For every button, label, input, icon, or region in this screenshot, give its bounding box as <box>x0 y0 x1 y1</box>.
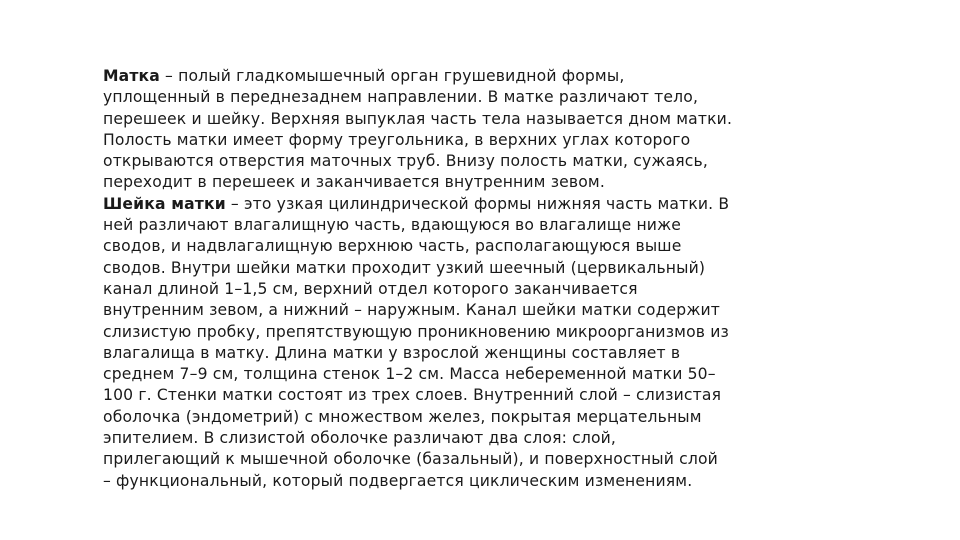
line-text: 100 г. Стенки матки состоят из трех слоев. Внутренний слой – слизистая <box>103 386 722 405</box>
line-text: эпителием. В слизистой оболочке различают два слоя: слой, <box>103 429 617 448</box>
text-line <box>103 428 823 449</box>
line-text: внутренним зевом, а нижний – наружным. Канал шейки матки содержит <box>103 301 721 320</box>
line-text: сводов, и надвлагалищную верхнюю часть, располагающуюся выше <box>103 237 682 256</box>
text-line <box>103 322 823 343</box>
text-line <box>103 279 823 300</box>
text-line <box>103 130 823 151</box>
text-line <box>103 343 823 364</box>
text-line <box>103 87 823 108</box>
line-text: прилегающий к мышечной оболочке (базальный), и поверхностный слой <box>103 450 718 469</box>
text-line <box>103 258 823 279</box>
line-text: уплощенный в переднезаднем направлении. В матке различают тело, <box>103 88 699 107</box>
line-text: – это узкая цилиндрической формы нижняя часть матки. В <box>225 194 730 213</box>
line-text: – функциональный, который подвергается циклическим изменениям. <box>103 471 693 490</box>
text-line <box>103 66 823 87</box>
body-text <box>103 66 823 492</box>
text-line <box>103 407 823 428</box>
line-text: перешеек и шейку. Верхняя выпуклая часть тела называется дном матки. <box>103 109 733 128</box>
line-text: Полость матки имеет форму треугольника, в верхних углах которого <box>103 130 691 149</box>
text-line <box>103 300 823 321</box>
text-line <box>103 364 823 385</box>
text-line <box>103 151 823 172</box>
term-heading: Шейка матки <box>103 194 226 213</box>
line-text: оболочка (эндометрий) с множеством желез, покрытая мерцательным <box>103 407 702 426</box>
text-line <box>103 109 823 130</box>
line-text: канал длиной 1–1,5 см, верхний отдел которого заканчивается <box>103 279 638 298</box>
text-line <box>103 236 823 257</box>
line-text: открываются отверстия маточных труб. Внизу полость матки, сужаясь, <box>103 152 708 171</box>
text-line <box>103 215 823 236</box>
line-text: среднем 7–9 см, толщина стенок 1–2 см. Масса небеременной матки 50– <box>103 365 716 384</box>
line-text: влагалища в матку. Длина матки у взрослой женщины составляет в <box>103 343 681 362</box>
text-line <box>103 385 823 406</box>
line-text: сводов. Внутри шейки матки проходит узкий шеечный (цервикальный) <box>103 258 706 277</box>
text-line <box>103 172 823 193</box>
line-text: – полый гладкомышечный орган грушевидной формы, <box>159 67 625 85</box>
text-line <box>103 471 823 492</box>
line-text: переходит в перешеек и заканчивается внутренним зевом. <box>103 173 605 192</box>
text-line <box>103 194 823 215</box>
line-text: слизистую пробку, препятствующую проникновению микроорганизмов из <box>103 322 729 341</box>
text-line <box>103 449 823 470</box>
term-heading: Матка <box>103 67 160 85</box>
line-text: ней различают влагалищную часть, вдающуюся во влагалище ниже <box>103 216 682 235</box>
